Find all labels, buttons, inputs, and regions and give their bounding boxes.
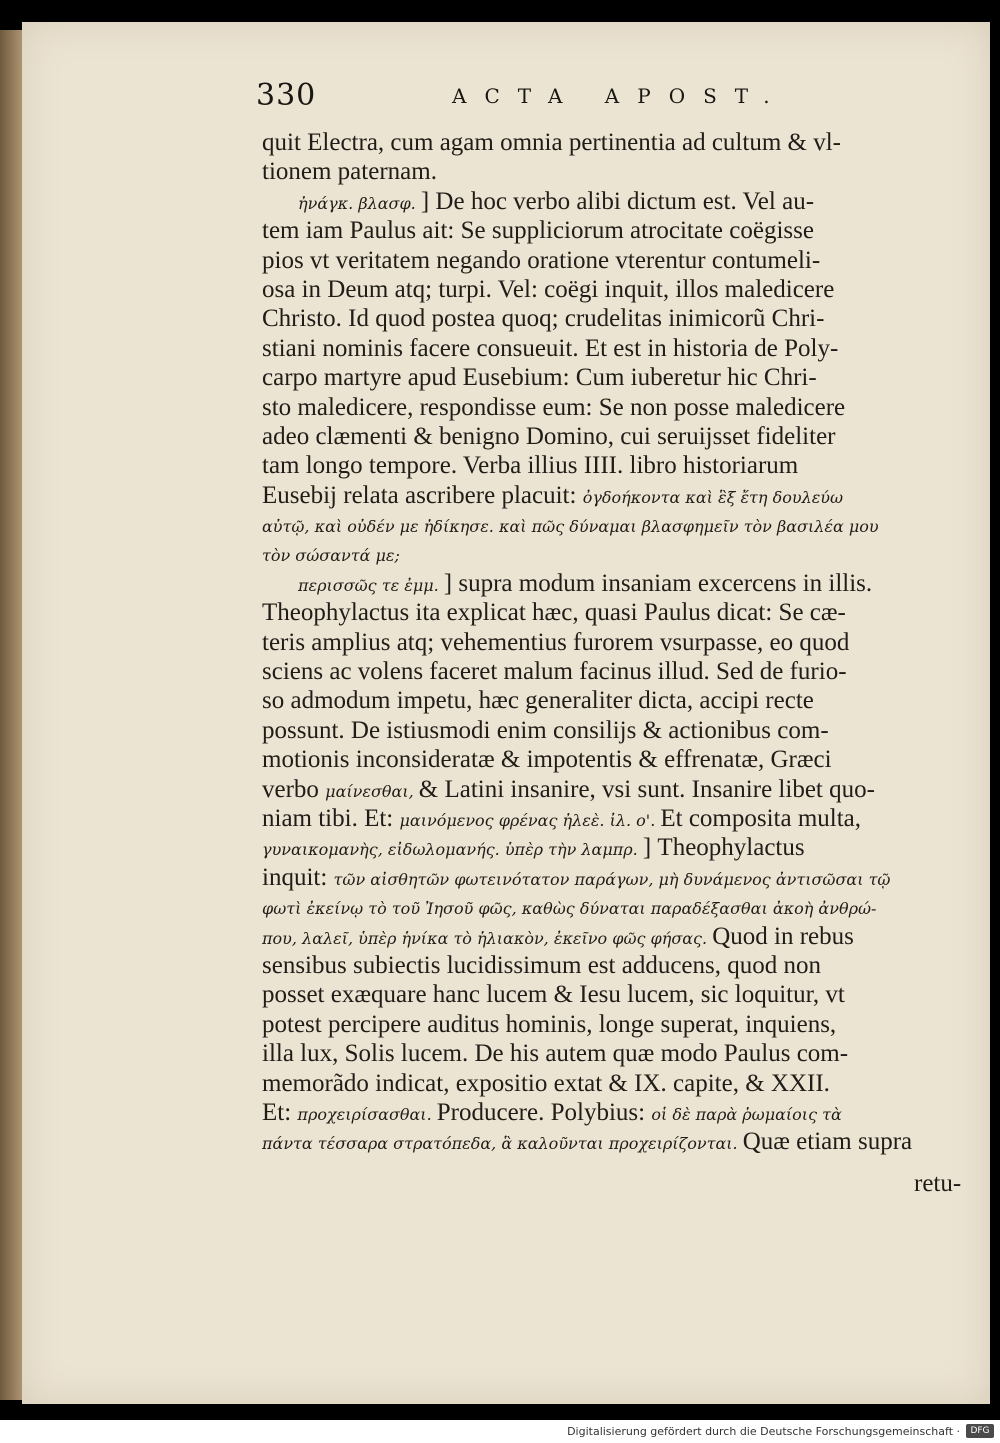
- text-line: [262, 334, 964, 363]
- text-line: [262, 745, 964, 774]
- latin-text: adeo clæmenti & benigno Domino, cui seruijsset fideliter: [262, 422, 836, 450]
- greek-text: τῶν αἰσθητῶν φωτεινότατον παράγων, μὴ δυνάμενος ἀντισῶσαι τῷ: [333, 869, 891, 889]
- text-line: [262, 304, 964, 333]
- latin-text: sciens ac volens faceret malum facinus illud. Sed de furio-: [262, 658, 847, 686]
- text-line: [262, 980, 964, 1009]
- latin-text: ] De hoc verbo alibi dictum est. Vel au-: [420, 187, 815, 215]
- text-line: [262, 1127, 964, 1156]
- latin-text: so admodum impetu, hæc generaliter dicta, accipi recte: [262, 687, 814, 715]
- greek-text: μαίνεσθαι,: [325, 781, 419, 801]
- running-title: ACTA APOST.: [452, 84, 788, 108]
- text-line: [262, 657, 964, 686]
- greek-text: πάντα τέσσαρα στρατόπεδα, ἃ καλοῦνται προχειρίζονται.: [262, 1134, 743, 1154]
- latin-text: Quæ etiam supra: [742, 1128, 913, 1156]
- text-line: [262, 833, 964, 862]
- latin-text: teris amplius atq; vehementius furorem vsurpasse, eo quod: [262, 628, 850, 656]
- latin-text: motionis inconsideratæ & impotentis & effrenatæ, Græci: [262, 746, 832, 774]
- greek-text: αὐτῷ, καὶ οὐδέν με ἠδίκησε. καὶ πῶς δύναμαι βλασφημεῖν τὸν βασιλέα μου: [262, 517, 879, 537]
- text-line: [262, 775, 964, 804]
- greek-text: φωτὶ ἐκείνῳ τὸ τοῦ Ἰησοῦ φῶς, καθὼς δύναται παραδέξασθαι ἀκοὴ ἀνθρώ-: [262, 899, 877, 919]
- greek-text: μαινόμενος φρένας ἠλεὲ. ἰλ. ο'.: [399, 810, 661, 830]
- text-line: [262, 951, 964, 980]
- latin-text: ] Theophylactus: [642, 834, 805, 862]
- latin-text: inquit:: [262, 863, 334, 891]
- latin-text: tam longo tempore. Verba illius IIII. libro historiarum: [262, 452, 799, 480]
- latin-text: possunt. De istiusmodi enim consilijs & actionibus com-: [262, 716, 829, 744]
- latin-text: Quod in rebus: [712, 922, 854, 950]
- latin-text: & Latini insanire, vsi sunt. Insanire libet quo-: [418, 775, 875, 803]
- body-text: [262, 128, 964, 1157]
- greek-text: περισσῶς τε ἐμμ.: [298, 575, 444, 595]
- text-line: [262, 1010, 964, 1039]
- text-line: [262, 539, 964, 568]
- text-line: [262, 275, 964, 304]
- text-line: [262, 216, 964, 245]
- text-line: [262, 716, 964, 745]
- latin-text: Christo. Id quod postea quoq; crudelitas inimicorũ Chri-: [262, 305, 825, 333]
- greek-text: οἱ δὲ παρὰ ῥωμαίοις τὰ: [651, 1104, 842, 1124]
- latin-text: stiani nominis facere consueuit. Et est in historia de Poly-: [262, 334, 839, 362]
- latin-text: potest percipere auditus hominis, longe superat, inquiens,: [262, 1010, 837, 1038]
- latin-text: illa lux, Solis lucem. De his autem quæ modo Paulus com-: [262, 1040, 849, 1068]
- latin-text: posset exæquare hanc lucem & Iesu lucem, sic loquitur, vt: [262, 981, 845, 1009]
- text-line: [262, 1069, 964, 1098]
- greek-text: γυναικομανὴς, εἰδωλομανής. ὑπὲρ τὴν λαμπρ.: [262, 840, 643, 860]
- latin-text: osa in Deum atq; turpi. Vel: coëgi inquit, illos maledicere: [262, 275, 835, 303]
- latin-text: Theophylactus ita explicat hæc, quasi Paulus dicat: Se cæ-: [262, 599, 846, 627]
- text-line: [262, 157, 964, 186]
- text-line: [262, 892, 964, 921]
- latin-text: sensibus subiectis lucidissimum est adducens, quod non: [262, 951, 821, 979]
- text-line: [262, 481, 964, 510]
- latin-text: memorãdo indicat, expositio extat & IX. capite, & XXII.: [262, 1069, 830, 1097]
- text-line: [262, 863, 964, 892]
- latin-text: sto maledicere, respondisse eum: Se non posse maledicere: [262, 393, 846, 421]
- text-line: [262, 804, 964, 833]
- greek-text: τὸν σώσαντά με;: [262, 546, 400, 566]
- text-line: [262, 569, 964, 598]
- latin-text: verbo: [262, 775, 326, 803]
- latin-text: quit Electra, cum agam omnia pertinentia ad cultum & vl-: [262, 129, 841, 156]
- text-line: [262, 686, 964, 715]
- latin-text: carpo martyre apud Eusebium: Cum iuberetur hic Chri-: [262, 364, 817, 392]
- page-number: 330: [256, 78, 317, 113]
- text-line: [262, 510, 964, 539]
- funding-note: Digitalisierung gefördert durch die Deutsche Forschungsgemeinschaft ·: [567, 1425, 960, 1438]
- text-line: [262, 598, 964, 627]
- latin-text: Producere. Polybius:: [436, 1098, 652, 1126]
- latin-text: ] supra modum insaniam excercens in illis.: [443, 569, 873, 597]
- text-line: [262, 393, 964, 422]
- dfg-logo-icon: DFG: [966, 1424, 994, 1438]
- catchword: retu-: [914, 1170, 962, 1197]
- text-line: [262, 363, 964, 392]
- text-line: [262, 451, 964, 480]
- latin-text: pios vt veritatem negando oratione vterentur contumeli-: [262, 246, 821, 274]
- greek-text: ὀγδοήκοντα καὶ ἓξ ἔτη δουλεύω: [582, 487, 844, 507]
- latin-text: niam tibi. Et:: [262, 804, 400, 832]
- text-line: [262, 422, 964, 451]
- greek-text: ἠνάγκ. βλασφ.: [298, 193, 421, 213]
- latin-text: tem iam Paulus ait: Se suppliciorum atrocitate coëgisse: [262, 217, 814, 245]
- text-line: [262, 628, 964, 657]
- greek-text: προχειρίσασθαι.: [297, 1104, 437, 1124]
- latin-text: Et composita multa,: [660, 804, 862, 832]
- latin-text: Et:: [262, 1098, 298, 1126]
- latin-text: tionem paternam.: [262, 158, 437, 186]
- text-line: [262, 128, 964, 157]
- footer-bar: [0, 1420, 1000, 1443]
- greek-text: που, λαλεῖ, ὑπὲρ ἡνίκα τὸ ἡλιακὸν, ἐκεῖνο φῶς φήσας.: [262, 928, 713, 948]
- text-line: [262, 922, 964, 951]
- text-line: [262, 246, 964, 275]
- text-line: [262, 1098, 964, 1127]
- text-line: [262, 1039, 964, 1068]
- latin-text: Eusebij relata ascribere placuit:: [262, 481, 583, 509]
- text-line: [262, 187, 964, 216]
